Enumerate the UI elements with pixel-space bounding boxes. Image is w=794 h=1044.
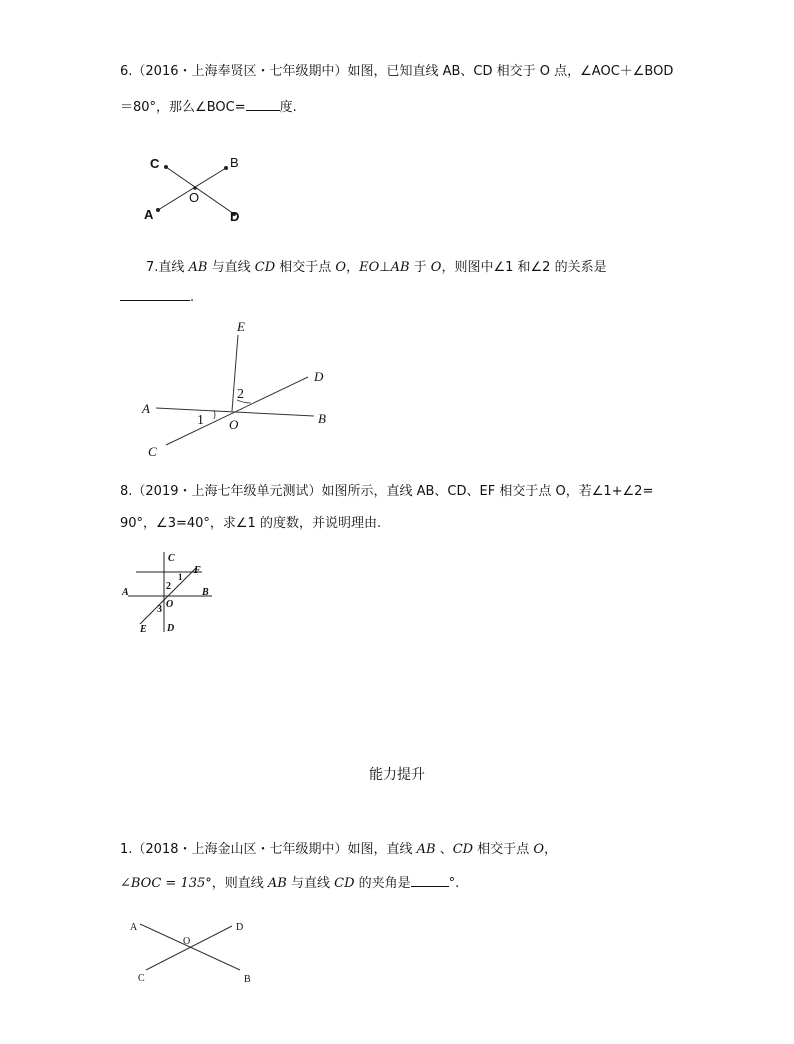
- q7-t2: 与直线: [207, 260, 255, 275]
- q6-label-d: D: [230, 209, 240, 224]
- p1-label-o: O: [183, 936, 191, 947]
- section-title: 能力提升: [369, 767, 425, 783]
- p1-figure: [124, 914, 264, 990]
- p1-text-line2: [120, 872, 459, 894]
- q8-text-line2: 90°，∠3=40°，求∠1 的度数，并说明理由.: [120, 516, 382, 531]
- p1-angle: ∠BOC = 135°: [120, 876, 212, 891]
- q7-answer-blank: [120, 286, 190, 301]
- p1-ab2: AB: [267, 876, 287, 891]
- q7-t5: ⊥: [379, 260, 391, 275]
- q6-label-a: A: [144, 207, 154, 222]
- q7-label-o: O: [229, 417, 239, 432]
- q6-text-line1: 6.（2016・上海奉贤区・七年级期中）如图，已知直线 AB、CD 相交于 O 点，∠AOC＋∠BOD: [120, 64, 674, 79]
- p1-label-c: C: [138, 973, 145, 984]
- q7-eo: EO: [359, 260, 380, 275]
- p1-o: O: [533, 842, 545, 857]
- q7-o2: O: [430, 260, 442, 275]
- q8-label-f: F: [194, 565, 201, 576]
- p1-cd: CD: [452, 842, 474, 857]
- q8-label-o: O: [166, 599, 174, 610]
- p1-line1-b: 、: [435, 842, 453, 857]
- p1-ab: AB: [416, 842, 436, 857]
- q8-figure: [120, 548, 220, 638]
- q6-figure: [140, 150, 260, 230]
- q7-t3: 相交于点: [275, 260, 336, 275]
- q8-label-e: E: [140, 624, 147, 635]
- q7-t4: ，: [346, 260, 360, 275]
- p1-label-a: A: [130, 922, 138, 933]
- p1-line2-c: 的夹角是: [354, 876, 411, 891]
- q6-answer-blank: [246, 96, 280, 111]
- q8-label-1: 1: [178, 572, 183, 582]
- q7-label-1: 1: [197, 413, 204, 428]
- p1-line1-a: 1.（2018・上海金山区・七年级期中）如图，直线: [120, 842, 417, 857]
- q8-label-c: C: [168, 553, 175, 564]
- q6-text-line2-post: 度.: [279, 100, 297, 115]
- p1-line2-b: 与直线: [286, 876, 335, 891]
- q8-text-line1: 8.（2019・上海七年级单元测试）如图所示，直线 AB、CD、EF 相交于点 O，若∠1+∠2=: [120, 484, 654, 499]
- p1-label-b: B: [244, 974, 251, 985]
- q7-ab1: AB: [188, 260, 208, 275]
- q7-label-e: E: [237, 319, 245, 334]
- q7-num: 7.: [146, 260, 159, 275]
- q7-text-line2: [120, 286, 194, 308]
- q8-label-d: D: [167, 623, 175, 634]
- q6-label-b: B: [230, 155, 239, 170]
- q7-figure: [136, 315, 346, 465]
- q7-label-c: C: [148, 444, 157, 459]
- q6-text-line2: [120, 96, 297, 118]
- q8-label-2: 2: [166, 581, 171, 592]
- q7-line2-post: .: [190, 290, 195, 305]
- p1-text-line1: [120, 840, 557, 860]
- q7-cd: CD: [254, 260, 276, 275]
- q7-t6: 于: [409, 260, 431, 275]
- p1-answer-blank: [411, 872, 449, 887]
- p1-label-d: D: [236, 922, 244, 933]
- p1-line2-d: °.: [448, 876, 460, 891]
- q6-text-line2-pre: ＝80°，那么∠BOC=: [120, 100, 246, 115]
- q7-ab2: AB: [390, 260, 410, 275]
- q6-label-o: O: [189, 190, 200, 205]
- q6-label-c: C: [150, 156, 160, 171]
- q7-text-line1: [146, 258, 607, 278]
- q8-label-b: B: [202, 587, 209, 598]
- q7-label-a: A: [142, 401, 150, 416]
- q7-label-d: D: [314, 369, 324, 384]
- p1-line1-c: 相交于点: [473, 842, 534, 857]
- q7-t7: ，则图中∠1 和∠2 的关系是: [441, 260, 607, 275]
- p1-line1-d: ，: [544, 842, 558, 857]
- q8-label-a: A: [122, 587, 129, 598]
- q7-o1: O: [335, 260, 347, 275]
- p1-line2-a: ，则直线: [211, 876, 268, 891]
- q7-label-2: 2: [237, 387, 244, 402]
- p1-cd2: CD: [334, 876, 355, 891]
- q7-label-b: B: [318, 411, 326, 426]
- q8-label-3: 3: [157, 604, 162, 615]
- q7-t1: 直线: [158, 260, 189, 275]
